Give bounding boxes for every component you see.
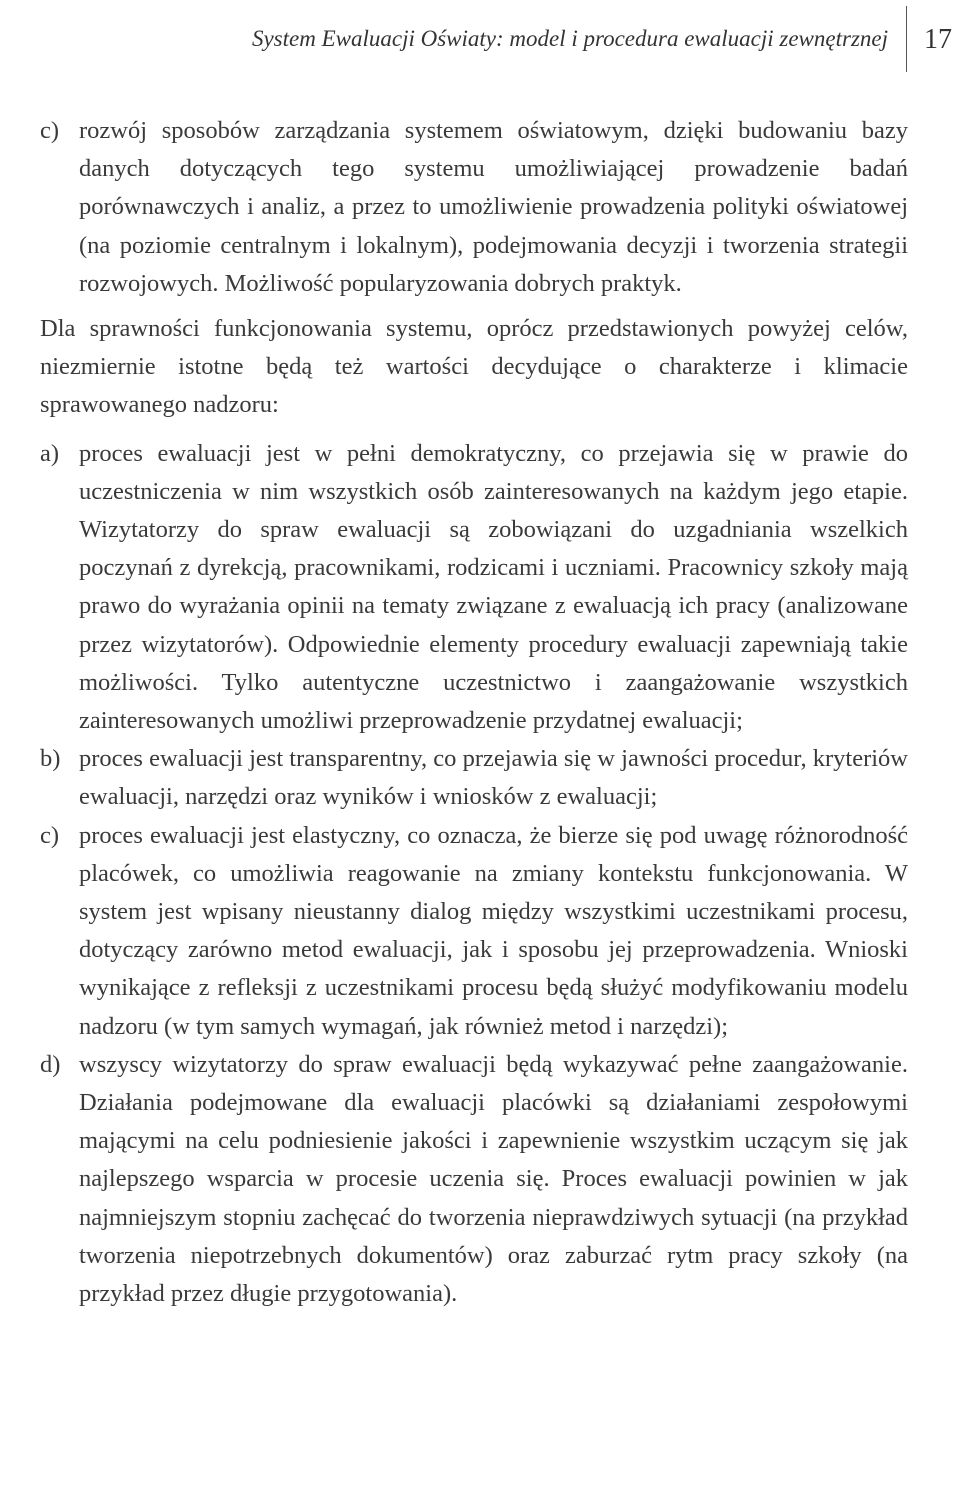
list-item-text: rozwój sposobów zarządzania systemem oświatowym, dzięki budowaniu bazy danych dotyczących tego systemu umożliwiającej prowadzenie badań porównawczych i analiz, a przez to umożliwienie prowadzenia polityki oświatowej (na poziomie centralnym i lokalnym), podejmowania decyzji i tworzenia strategii rozwojowych. Możliwość popularyzowania dobrych praktyk.	[79, 117, 908, 297]
page-body	[40, 112, 908, 1313]
page-number: 17	[924, 24, 952, 55]
values-list	[40, 435, 908, 1314]
list-marker: c)	[40, 117, 60, 144]
list-item-text: proces ewaluacji jest transparentny, co przejawia się w jawności procedur, kryteriów ewaluacji, narzędzi oraz wyników i wniosków z ewaluacji;	[79, 745, 908, 811]
list-item-c	[40, 817, 908, 1046]
header-divider	[906, 6, 907, 72]
list-item-text: proces ewaluacji jest w pełni demokratyczny, co przejawia się w prawie do uczestniczenia w nim wszystkich osób zainteresowanych na każdym jego etapie. Wizytatorzy do spraw ewaluacji są zobowiązani do uzgadniania wszelkich poczynań z dyrekcją, pracownikami, rodzicami i uczniami. Pracownicy szkoły mają prawo do wyrażania opinii na tematy związane z ewaluacją ich pracy (analizowane przez wizytatorów). Odpowiednie elementy procedury ewaluacji zapewniają takie możliwości. Tylko autentyczne uczestnictwo i zaangażowanie wszystkich zainteresowanych umożliwi przeprowadzenie przydatnej ewaluacji;	[79, 439, 908, 735]
list-marker: a)	[40, 439, 60, 467]
list-marker: d)	[40, 1050, 61, 1078]
list-item-b	[40, 740, 908, 816]
list-marker: c)	[40, 821, 60, 849]
body-paragraph: Dla sprawności funkcjonowania systemu, oprócz przedstawionych powyżej celów, niezmiernie istotne będą też wartości decydujące o charakterze i klimacie sprawowanego nadzoru:	[40, 315, 908, 419]
list-marker: b)	[40, 745, 61, 773]
page-header	[0, 0, 960, 80]
list-item-a	[40, 435, 908, 741]
list-item-d	[40, 1046, 908, 1313]
list-item-text: proces ewaluacji jest elastyczny, co oznacza, że bierze się pod uwagę różnorodność placówek, co umożliwia reagowanie na zmiany kontekstu funkcjonowania. W system jest wpisany nieustanny dialog między wszystkimi uczestnikami procesu, dotyczący zarówno metod ewaluacji, jak i sposobu jej przeprowadzenia. Wnioski wynikające z refleksji z uczestnikami procesu będą służyć modyfikowaniu modelu nadzoru (w tym samych wymagań, jak również metod i narzędzi);	[79, 821, 908, 1040]
list-item-text: wszyscy wizytatorzy do spraw ewaluacji będą wykazywać pełne zaangażowanie. Działania podejmowane dla ewaluacji placówki są działaniami zespołowymi mającymi na celu podniesienie jakości i zapewnienie wszystkim uczącym się jak najlepszego wsparcia w procesie uczenia się. Proces ewaluacji powinien w jak najmniejszym stopniu zachęcać do tworzenia nieprawdziwych sytuacji (na przykład tworzenia niepotrzebnych dokumentów) oraz zaburzać rytm pracy szkoły (na przykład przez długie przygotowania).	[79, 1050, 908, 1308]
list-item-intro-c	[40, 112, 908, 303]
running-title: System Ewaluacji Oświaty: model i procedura ewaluacji zewnętrznej	[251, 26, 888, 51]
